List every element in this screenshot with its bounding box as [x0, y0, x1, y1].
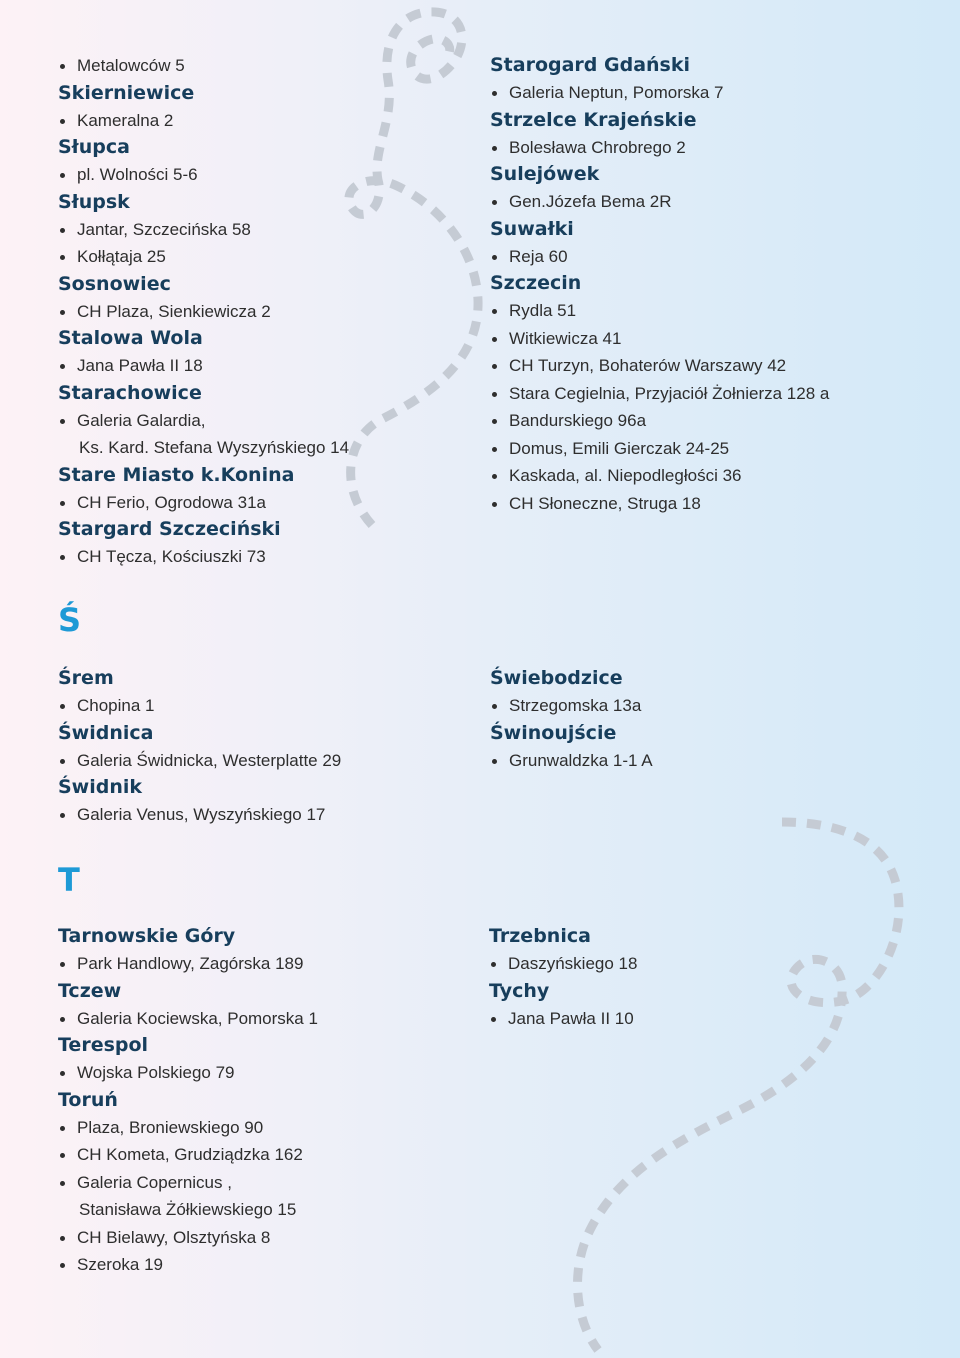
city-heading: Śrem [58, 667, 114, 689]
city-heading: Toruń [58, 1088, 118, 1111]
address-item: Bandurskiego 96a [490, 407, 910, 435]
address-item: CH Kometa, Grudziądzka 162 [58, 1141, 448, 1169]
address-item: Galeria Neptun, Pomorska 7 [490, 79, 910, 107]
address-continuation: Ks. Kard. Stefana Wyszyńskiego 14 [79, 438, 350, 457]
address-item: Szeroka 19 [58, 1251, 448, 1279]
dashed-swirl-bottom [578, 822, 899, 1350]
address-item: CH Bielawy, Olsztyńska 8 [58, 1224, 448, 1252]
address-item: Park Handlowy, Zagórska 189 [58, 950, 448, 978]
city-heading: Trzebnica [489, 925, 591, 947]
address-item: Chopina 1 [58, 692, 448, 720]
address-item: CH Turzyn, Bohaterów Warszawy 42 [490, 352, 910, 380]
address-item: Kaskada, al. Niepodległości 36 [490, 462, 910, 490]
city-heading: Słupca [58, 136, 130, 158]
address-item: pl. Wolności 5-6 [58, 161, 448, 189]
address-item: Jana Pawła II 18 [58, 352, 448, 380]
city-heading: Stalowa Wola [58, 327, 203, 349]
address-item: Reja 60 [490, 243, 910, 271]
city-heading: Świebodzice [490, 667, 623, 689]
address-item: Daszyńskiego 18 [489, 950, 909, 978]
city-heading: Stargard Szczeciński [58, 518, 281, 540]
address-item: Rydla 51 [490, 297, 910, 325]
address-item: Domus, Emili Gierczak 24-25 [490, 435, 910, 463]
address-item: Stara Cegielnia, Przyjaciół Żołnierza 128 a [490, 380, 910, 408]
address-item: Metalowców 5 [58, 52, 448, 80]
address-item: Witkiewicza 41 [490, 325, 910, 353]
address-item: Kameralna 2 [58, 107, 448, 135]
city-heading: Skierniewice [58, 81, 195, 104]
city-heading: Tarnowskie Góry [58, 925, 236, 947]
city-heading: Szczecin [490, 272, 582, 294]
address-item: Kołłątaja 25 [58, 243, 448, 271]
list-t-right [489, 923, 909, 1032]
address-item: Galeria Kociewska, Pomorska 1 [58, 1005, 448, 1033]
list-s-left [58, 52, 448, 571]
address-item: Galeria Copernicus , [58, 1169, 448, 1197]
city-heading: Świdnik [58, 776, 143, 798]
list-s-right [490, 52, 910, 517]
city-heading: Sulejówek [490, 163, 600, 185]
address-item: Galeria Venus, Wyszyńskiego 17 [58, 801, 448, 829]
address-item: Strzegomska 13a [490, 692, 910, 720]
address-item: CH Ferio, Ogrodowa 31a [58, 489, 448, 517]
address-continuation: Stanisława Żółkiewskiego 15 [79, 1200, 297, 1219]
city-heading: Świnoujście [490, 721, 617, 744]
address-item: CH Tęcza, Kościuszki 73 [58, 543, 448, 571]
list-t-left [58, 923, 448, 1279]
address-item: Galeria Świdnicka, Westerplatte 29 [58, 747, 448, 775]
city-heading: Terespol [58, 1034, 149, 1056]
city-heading: Słupsk [58, 190, 130, 213]
address-item: CH Słoneczne, Struga 18 [490, 490, 910, 518]
address-item: Grunwaldzka 1-1 A [490, 747, 910, 775]
city-heading: Tczew [58, 979, 122, 1002]
address-item: Plaza, Broniewskiego 90 [58, 1114, 448, 1142]
address-item: Wojska Polskiego 79 [58, 1059, 448, 1087]
address-item: Galeria Galardia, [58, 407, 448, 435]
address-item: Jana Pawła II 10 [489, 1005, 909, 1033]
address-item: Jantar, Szczecińska 58 [58, 216, 448, 244]
city-heading: Strzelce Krajeńskie [490, 108, 697, 131]
letter-s-acute: Ś [58, 601, 82, 639]
city-heading: Świdnica [58, 721, 154, 744]
address-item: CH Plaza, Sienkiewicza 2 [58, 298, 448, 326]
city-heading: Suwałki [490, 217, 574, 240]
list-sacute-left [58, 665, 448, 829]
list-sacute-right [490, 665, 910, 774]
city-heading: Stare Miasto k.Konina [58, 463, 295, 486]
city-heading: Sosnowiec [58, 272, 171, 295]
city-heading: Starogard Gdański [490, 54, 691, 76]
address-item: Bolesława Chrobrego 2 [490, 134, 910, 162]
address-item: Gen.Józefa Bema 2R [490, 188, 910, 216]
city-heading: Starachowice [58, 381, 202, 404]
city-heading: Tychy [489, 979, 550, 1002]
letter-t: T [58, 861, 80, 899]
